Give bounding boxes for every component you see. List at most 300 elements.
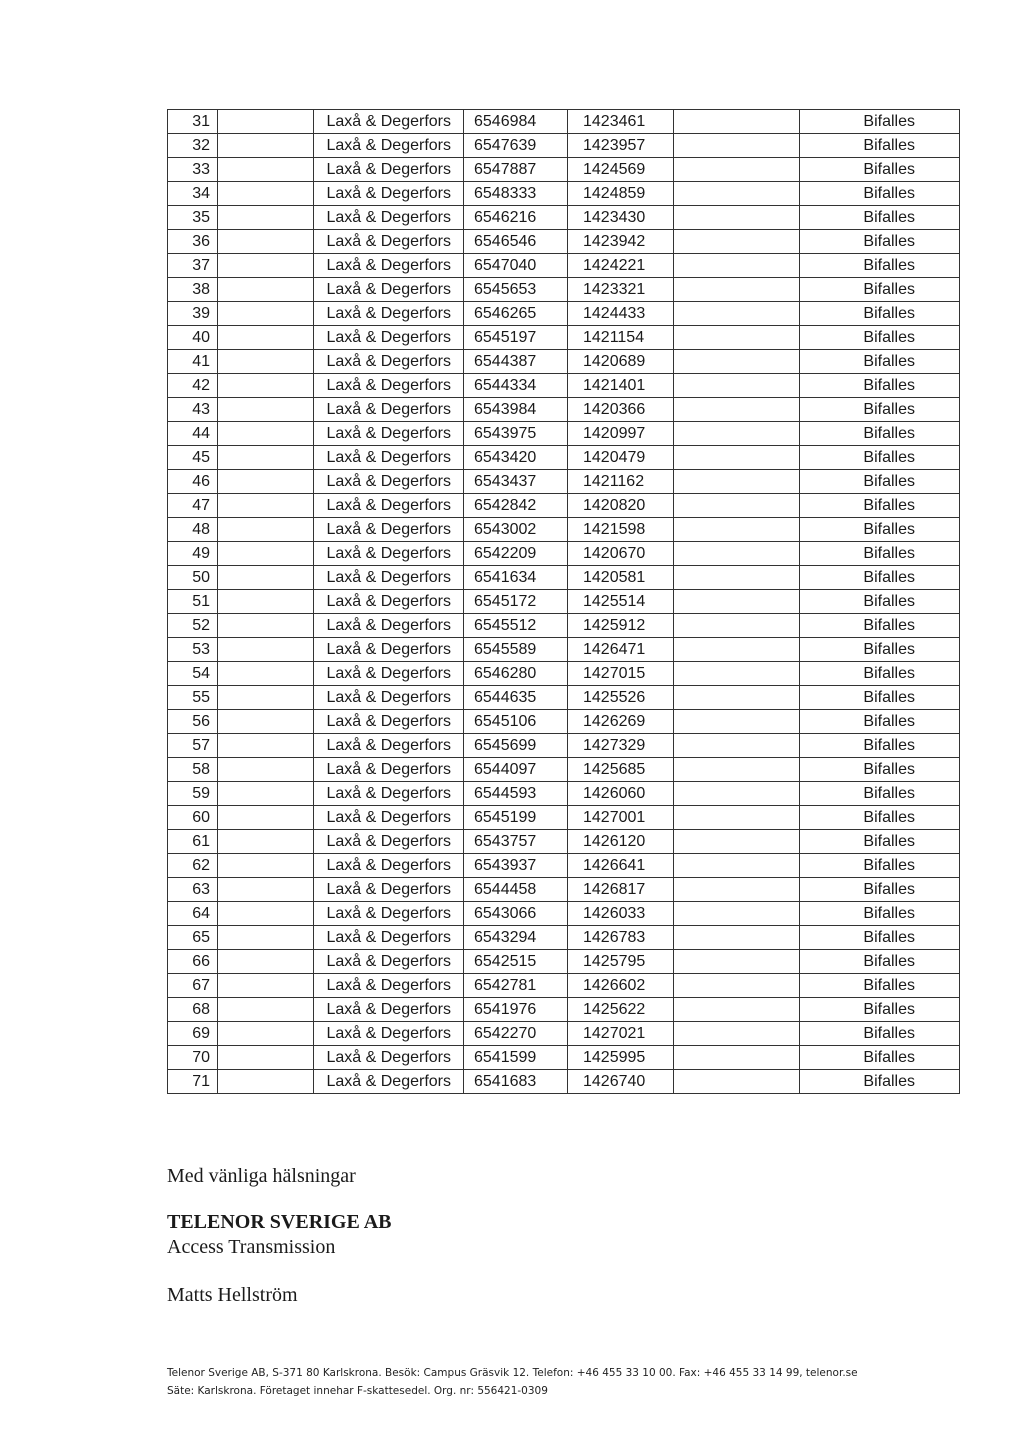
empty-cell [218,782,314,806]
y-coordinate-cell: 1420689 [568,350,674,374]
table-row [168,878,960,902]
area-cell: Laxå & Degerfors [314,710,464,734]
x-coordinate-cell: 6547040 [464,254,568,278]
table-row [168,686,960,710]
y-coordinate-cell: 1425912 [568,614,674,638]
footer-registration-info: Säte: Karlskrona. Företaget innehar F-skattesedel. Org. nr: 556421-0309 [167,1385,548,1397]
empty-cell [218,590,314,614]
y-coordinate-cell: 1420479 [568,446,674,470]
row-number-cell: 52 [168,614,218,638]
table-row [168,950,960,974]
empty-cell [218,1022,314,1046]
area-cell: Laxå & Degerfors [314,110,464,134]
row-number-cell: 40 [168,326,218,350]
empty-cell [218,230,314,254]
x-coordinate-cell: 6545172 [464,590,568,614]
empty-cell [674,374,800,398]
table-row [168,710,960,734]
x-coordinate-cell: 6543437 [464,470,568,494]
empty-cell [218,614,314,638]
empty-cell [674,446,800,470]
table-row [168,902,960,926]
y-coordinate-cell: 1426641 [568,854,674,878]
y-coordinate-cell: 1423461 [568,110,674,134]
empty-cell [674,1046,800,1070]
status-cell: Bifalles [800,278,960,302]
y-coordinate-cell: 1427021 [568,1022,674,1046]
status-cell: Bifalles [800,998,960,1022]
row-number-cell: 58 [168,758,218,782]
row-number-cell: 39 [168,302,218,326]
empty-cell [674,758,800,782]
status-cell: Bifalles [800,662,960,686]
area-cell: Laxå & Degerfors [314,878,464,902]
row-number-cell: 62 [168,854,218,878]
empty-cell [674,974,800,998]
y-coordinate-cell: 1426033 [568,902,674,926]
row-number-cell: 36 [168,230,218,254]
status-cell: Bifalles [800,710,960,734]
area-cell: Laxå & Degerfors [314,902,464,926]
area-cell: Laxå & Degerfors [314,566,464,590]
status-cell: Bifalles [800,350,960,374]
empty-cell [674,278,800,302]
y-coordinate-cell: 1425514 [568,590,674,614]
y-coordinate-cell: 1421401 [568,374,674,398]
empty-cell [218,854,314,878]
y-coordinate-cell: 1427329 [568,734,674,758]
row-number-cell: 44 [168,422,218,446]
status-cell: Bifalles [800,830,960,854]
status-cell: Bifalles [800,158,960,182]
empty-cell [218,542,314,566]
empty-cell [674,830,800,854]
table-row [168,734,960,758]
table-row [168,326,960,350]
status-cell: Bifalles [800,878,960,902]
x-coordinate-cell: 6543757 [464,830,568,854]
status-cell: Bifalles [800,398,960,422]
empty-cell [218,974,314,998]
table-row [168,854,960,878]
x-coordinate-cell: 6548333 [464,182,568,206]
empty-cell [218,878,314,902]
area-cell: Laxå & Degerfors [314,1046,464,1070]
y-coordinate-cell: 1420670 [568,542,674,566]
area-cell: Laxå & Degerfors [314,758,464,782]
x-coordinate-cell: 6545653 [464,278,568,302]
status-cell: Bifalles [800,422,960,446]
table-row [168,806,960,830]
x-coordinate-cell: 6546216 [464,206,568,230]
status-cell: Bifalles [800,926,960,950]
table-row [168,134,960,158]
empty-cell [674,422,800,446]
table-row [168,782,960,806]
empty-cell [218,374,314,398]
empty-cell [674,470,800,494]
table-row [168,254,960,278]
row-number-cell: 66 [168,950,218,974]
x-coordinate-cell: 6546280 [464,662,568,686]
area-cell: Laxå & Degerfors [314,398,464,422]
empty-cell [218,254,314,278]
empty-cell [674,398,800,422]
y-coordinate-cell: 1427001 [568,806,674,830]
status-cell: Bifalles [800,302,960,326]
area-cell: Laxå & Degerfors [314,950,464,974]
x-coordinate-cell: 6544635 [464,686,568,710]
y-coordinate-cell: 1423430 [568,206,674,230]
empty-cell [674,710,800,734]
area-cell: Laxå & Degerfors [314,278,464,302]
area-cell: Laxå & Degerfors [314,134,464,158]
empty-cell [218,806,314,830]
empty-cell [674,326,800,350]
empty-cell [218,206,314,230]
status-cell: Bifalles [800,110,960,134]
table-row [168,662,960,686]
x-coordinate-cell: 6543975 [464,422,568,446]
table-row [168,758,960,782]
area-cell: Laxå & Degerfors [314,974,464,998]
empty-cell [218,566,314,590]
x-coordinate-cell: 6543066 [464,902,568,926]
y-coordinate-cell: 1426783 [568,926,674,950]
y-coordinate-cell: 1425622 [568,998,674,1022]
row-number-cell: 51 [168,590,218,614]
x-coordinate-cell: 6545699 [464,734,568,758]
status-cell: Bifalles [800,974,960,998]
table-row [168,926,960,950]
empty-cell [218,830,314,854]
row-number-cell: 38 [168,278,218,302]
area-cell: Laxå & Degerfors [314,230,464,254]
status-cell: Bifalles [800,518,960,542]
area-cell: Laxå & Degerfors [314,470,464,494]
y-coordinate-cell: 1420997 [568,422,674,446]
empty-cell [218,446,314,470]
y-coordinate-cell: 1425526 [568,686,674,710]
area-cell: Laxå & Degerfors [314,734,464,758]
y-coordinate-cell: 1425685 [568,758,674,782]
x-coordinate-cell: 6547639 [464,134,568,158]
y-coordinate-cell: 1421598 [568,518,674,542]
row-number-cell: 45 [168,446,218,470]
row-number-cell: 61 [168,830,218,854]
status-cell: Bifalles [800,1046,960,1070]
y-coordinate-cell: 1421162 [568,470,674,494]
status-cell: Bifalles [800,1022,960,1046]
status-cell: Bifalles [800,566,960,590]
row-number-cell: 46 [168,470,218,494]
x-coordinate-cell: 6545199 [464,806,568,830]
empty-cell [674,638,800,662]
empty-cell [674,182,800,206]
status-cell: Bifalles [800,1070,960,1094]
table-row [168,830,960,854]
table-row [168,446,960,470]
empty-cell [218,638,314,662]
area-cell: Laxå & Degerfors [314,350,464,374]
table-row [168,158,960,182]
x-coordinate-cell: 6546546 [464,230,568,254]
area-cell: Laxå & Degerfors [314,686,464,710]
status-cell: Bifalles [800,326,960,350]
area-cell: Laxå & Degerfors [314,998,464,1022]
empty-cell [218,1070,314,1094]
empty-cell [674,614,800,638]
row-number-cell: 48 [168,518,218,542]
y-coordinate-cell: 1427015 [568,662,674,686]
status-cell: Bifalles [800,686,960,710]
area-cell: Laxå & Degerfors [314,854,464,878]
area-cell: Laxå & Degerfors [314,374,464,398]
area-cell: Laxå & Degerfors [314,830,464,854]
table-row [168,998,960,1022]
area-cell: Laxå & Degerfors [314,302,464,326]
y-coordinate-cell: 1423957 [568,134,674,158]
y-coordinate-cell: 1421154 [568,326,674,350]
area-cell: Laxå & Degerfors [314,590,464,614]
area-cell: Laxå & Degerfors [314,614,464,638]
table-row [168,470,960,494]
empty-cell [674,494,800,518]
y-coordinate-cell: 1420366 [568,398,674,422]
table-row [168,278,960,302]
area-cell: Laxå & Degerfors [314,782,464,806]
table-row [168,110,960,134]
status-cell: Bifalles [800,734,960,758]
x-coordinate-cell: 6541599 [464,1046,568,1070]
status-cell: Bifalles [800,590,960,614]
empty-cell [674,734,800,758]
empty-cell [674,302,800,326]
x-coordinate-cell: 6543294 [464,926,568,950]
empty-cell [218,902,314,926]
x-coordinate-cell: 6544334 [464,374,568,398]
row-number-cell: 71 [168,1070,218,1094]
empty-cell [218,998,314,1022]
row-number-cell: 64 [168,902,218,926]
y-coordinate-cell: 1423942 [568,230,674,254]
table-row [168,230,960,254]
empty-cell [674,230,800,254]
table-row [168,350,960,374]
empty-cell [674,110,800,134]
empty-cell [218,494,314,518]
empty-cell [674,158,800,182]
y-coordinate-cell: 1420820 [568,494,674,518]
row-number-cell: 67 [168,974,218,998]
y-coordinate-cell: 1424221 [568,254,674,278]
y-coordinate-cell: 1423321 [568,278,674,302]
x-coordinate-cell: 6542270 [464,1022,568,1046]
empty-cell [218,926,314,950]
table-row [168,614,960,638]
row-number-cell: 63 [168,878,218,902]
status-cell: Bifalles [800,854,960,878]
empty-cell [218,950,314,974]
empty-cell [674,998,800,1022]
empty-cell [218,518,314,542]
table-row [168,1022,960,1046]
row-number-cell: 56 [168,710,218,734]
x-coordinate-cell: 6545589 [464,638,568,662]
area-cell: Laxå & Degerfors [314,206,464,230]
empty-cell [674,902,800,926]
empty-cell [674,350,800,374]
row-number-cell: 49 [168,542,218,566]
y-coordinate-cell: 1426740 [568,1070,674,1094]
empty-cell [218,134,314,158]
row-number-cell: 42 [168,374,218,398]
status-cell: Bifalles [800,446,960,470]
area-cell: Laxå & Degerfors [314,182,464,206]
area-cell: Laxå & Degerfors [314,422,464,446]
x-coordinate-cell: 6546265 [464,302,568,326]
status-cell: Bifalles [800,542,960,566]
x-coordinate-cell: 6541683 [464,1070,568,1094]
row-number-cell: 68 [168,998,218,1022]
status-cell: Bifalles [800,638,960,662]
empty-cell [674,206,800,230]
x-coordinate-cell: 6543937 [464,854,568,878]
empty-cell [218,758,314,782]
area-cell: Laxå & Degerfors [314,1022,464,1046]
table-row [168,638,960,662]
table-row [168,422,960,446]
y-coordinate-cell: 1426471 [568,638,674,662]
empty-cell [218,734,314,758]
table-row [168,542,960,566]
table-row [168,1070,960,1094]
row-number-cell: 65 [168,926,218,950]
y-coordinate-cell: 1426817 [568,878,674,902]
area-cell: Laxå & Degerfors [314,518,464,542]
footer-company-info: Telenor Sverige AB, S-371 80 Karlskrona. Besök: Campus Gräsvik 12. Telefon: +46 455 33 10 00. Fax: +46 455 33 14 99, telenor.se [167,1367,858,1379]
y-coordinate-cell: 1424859 [568,182,674,206]
empty-cell [674,1070,800,1094]
x-coordinate-cell: 6542515 [464,950,568,974]
x-coordinate-cell: 6544387 [464,350,568,374]
row-number-cell: 50 [168,566,218,590]
area-cell: Laxå & Degerfors [314,806,464,830]
status-cell: Bifalles [800,374,960,398]
area-cell: Laxå & Degerfors [314,1070,464,1094]
empty-cell [218,110,314,134]
y-coordinate-cell: 1425795 [568,950,674,974]
y-coordinate-cell: 1426120 [568,830,674,854]
row-number-cell: 47 [168,494,218,518]
area-cell: Laxå & Degerfors [314,158,464,182]
x-coordinate-cell: 6542842 [464,494,568,518]
y-coordinate-cell: 1424433 [568,302,674,326]
empty-cell [674,1022,800,1046]
x-coordinate-cell: 6544458 [464,878,568,902]
row-number-cell: 55 [168,686,218,710]
empty-cell [674,926,800,950]
empty-cell [218,326,314,350]
empty-cell [218,710,314,734]
empty-cell [218,422,314,446]
empty-cell [674,590,800,614]
x-coordinate-cell: 6542781 [464,974,568,998]
table-row [168,566,960,590]
x-coordinate-cell: 6545512 [464,614,568,638]
empty-cell [218,662,314,686]
empty-cell [674,782,800,806]
area-cell: Laxå & Degerfors [314,542,464,566]
row-number-cell: 43 [168,398,218,422]
status-cell: Bifalles [800,614,960,638]
x-coordinate-cell: 6544097 [464,758,568,782]
y-coordinate-cell: 1420581 [568,566,674,590]
empty-cell [218,158,314,182]
area-cell: Laxå & Degerfors [314,326,464,350]
area-cell: Laxå & Degerfors [314,494,464,518]
area-cell: Laxå & Degerfors [314,254,464,278]
area-cell: Laxå & Degerfors [314,638,464,662]
x-coordinate-cell: 6543420 [464,446,568,470]
table-row [168,398,960,422]
x-coordinate-cell: 6544593 [464,782,568,806]
status-cell: Bifalles [800,782,960,806]
table-row [168,182,960,206]
y-coordinate-cell: 1426602 [568,974,674,998]
site-table [167,109,960,1094]
y-coordinate-cell: 1425995 [568,1046,674,1070]
y-coordinate-cell: 1424569 [568,158,674,182]
x-coordinate-cell: 6545197 [464,326,568,350]
table-row [168,374,960,398]
row-number-cell: 41 [168,350,218,374]
status-cell: Bifalles [800,494,960,518]
table-row [168,494,960,518]
empty-cell [674,254,800,278]
area-cell: Laxå & Degerfors [314,662,464,686]
row-number-cell: 70 [168,1046,218,1070]
area-cell: Laxå & Degerfors [314,926,464,950]
x-coordinate-cell: 6545106 [464,710,568,734]
row-number-cell: 60 [168,806,218,830]
x-coordinate-cell: 6542209 [464,542,568,566]
empty-cell [674,854,800,878]
empty-cell [674,950,800,974]
empty-cell [674,878,800,902]
status-cell: Bifalles [800,254,960,278]
empty-cell [674,566,800,590]
empty-cell [674,518,800,542]
row-number-cell: 33 [168,158,218,182]
table-row [168,302,960,326]
y-coordinate-cell: 1426269 [568,710,674,734]
row-number-cell: 32 [168,134,218,158]
row-number-cell: 59 [168,782,218,806]
empty-cell [218,686,314,710]
empty-cell [674,686,800,710]
status-cell: Bifalles [800,758,960,782]
row-number-cell: 37 [168,254,218,278]
x-coordinate-cell: 6546984 [464,110,568,134]
x-coordinate-cell: 6547887 [464,158,568,182]
y-coordinate-cell: 1426060 [568,782,674,806]
table-row [168,590,960,614]
status-cell: Bifalles [800,230,960,254]
empty-cell [218,350,314,374]
empty-cell [218,182,314,206]
x-coordinate-cell: 6543984 [464,398,568,422]
